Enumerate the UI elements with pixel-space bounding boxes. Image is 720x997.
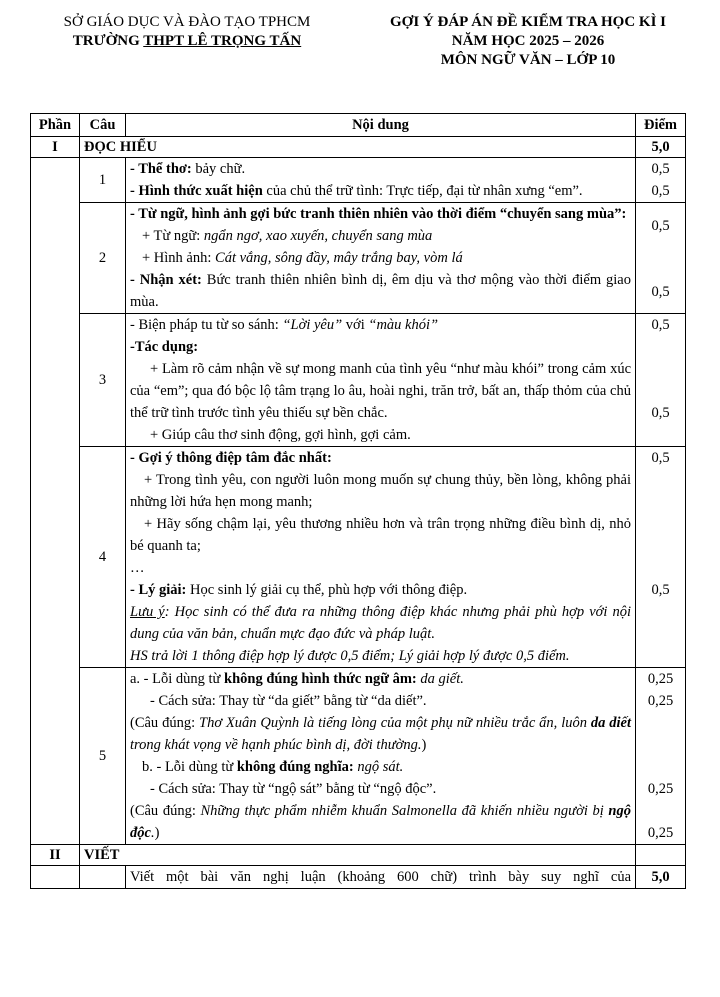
answer-content: - Từ ngữ, hình ảnh gợi bức tranh thiên nhiên vào thời điểm “chuyển sang mùa”: + Từ ngữ: ngẩn ngơ, xao xuyến, chuyển sang mùa + Hình ảnh: Cát vắng, sông đầy, mây trắng bay, vòm lá - Nhận xét: Bức tranh thiên nhiên bình dị, êm dịu và thơ mộng vào thời điểm giao mùa. [126,203,636,314]
section-number: II [31,845,80,866]
answer-content: - Biện pháp tu từ so sánh: “Lời yêu” với “màu khói” -Tác dụng: + Làm rõ cảm nhận về sự mong manh của tình yêu “như màu khói” trong cảm xúc của “em”; qua đó bộc lộ tâm trạng lo âu, hoài nghi, trăn trở, bất an, thấp thỏm của chủ thể trữ tình trước tình yêu thiếu sự bền chắc. + Giúp câu thơ sinh động, gợi hình, gợi cảm. [126,314,636,447]
section-merged-cell [31,158,80,845]
question-number: 2 [80,203,126,314]
department-name: SỞ GIÁO DỤC VÀ ĐÀO TẠO TPHCM [63,14,311,30]
section-row-doc-hieu [31,137,686,158]
header-left [22,13,352,51]
answer-points: 0,5 0,5 [636,158,686,203]
school-name: TRƯỜNG THPT LÊ TRỌNG TẤN [72,33,302,49]
school-year: NĂM HỌC 2025 – 2026 [451,33,605,49]
table-row-q3 [31,314,686,447]
section-title: ĐỌC HIỂU [80,137,636,158]
section-title: VIẾT [80,845,636,866]
answer-points: 0,5 0,5 [636,203,686,314]
header-cau: Câu [80,114,126,137]
section-points-empty [636,845,686,866]
section-row-viet [31,845,686,866]
answer-key-table [30,113,686,889]
answer-content: Viết một bài văn nghị luận (khoảng 600 chữ) trình bày suy nghĩ của [126,866,636,889]
question-number: 3 [80,314,126,447]
subject: MÔN NGỮ VĂN – LỚP 10 [440,52,616,68]
table-header-row [31,114,686,137]
section-points: 5,0 [636,137,686,158]
answer-points: 0,5 0,5 [636,447,686,668]
empty-cell [80,866,126,889]
question-number: 4 [80,447,126,668]
header-right [358,13,698,70]
answer-content: a. - Lỗi dùng từ không đúng hình thức ngữ âm: da giết. - Cách sửa: Thay từ “da giết” bằng từ “da diết”. (Câu đúng: Thơ Xuân Quỳnh là tiếng lòng của một phụ nữ nhiều trắc ẩn, luôn da diết trong khát vọng về hạnh phúc bình dị, đời thường.) b. - Lỗi dùng từ không đúng nghĩa: ngộ sát. - Cách sửa: Thay từ “ngộ sát” bằng từ “ngộ độc”. (Câu đúng: Những thực phẩm nhiễm khuẩn Salmonella đã khiến nhiều người bị ngộ độc.) [126,668,636,845]
doc-title: GỢI Ý ĐÁP ÁN ĐỀ KIỂM TRA HỌC KÌ I [389,14,666,30]
empty-cell [31,866,80,889]
answer-points: 0,25 0,25 0,25 0,25 [636,668,686,845]
question-number: 1 [80,158,126,203]
answer-points: 5,0 [636,866,686,889]
answer-points: 0,5 0,5 [636,314,686,447]
header-diem: Điểm [636,114,686,137]
header-phan: Phần [31,114,80,137]
answer-content: - Gợi ý thông điệp tâm đắc nhất: + Trong tình yêu, con người luôn mong muốn sự chung thủy, bền lòng, không phải những lời hứa hẹn mong manh; + Hãy sống chậm lại, yêu thương nhiều hơn và trân trọng những điều bình dị, nhỏ bé quanh ta; … - Lý giải: Học sinh lý giải cụ thể, phù hợp với thông điệp. Lưu ý: Học sinh có thể đưa ra những thông điệp khác nhưng phải phù hợp với nội dung của văn bản, chuẩn mực đạo đức và pháp luật. HS trả lời 1 thông điệp hợp lý được 0,5 điểm; Lý giải hợp lý được 0,5 điểm. [126,447,636,668]
question-number: 5 [80,668,126,845]
section-number: I [31,137,80,158]
table-row-q1 [31,158,686,203]
table-row-q5 [31,668,686,845]
header-noi-dung: Nội dung [126,114,636,137]
table-row-viet [31,866,686,889]
table-row-q2 [31,203,686,314]
answer-content: - Thể thơ: bảy chữ. - Hình thức xuất hiện của chủ thể trữ tình: Trực tiếp, đại từ nhân xưng “em”. [126,158,636,203]
table-row-q4 [31,447,686,668]
